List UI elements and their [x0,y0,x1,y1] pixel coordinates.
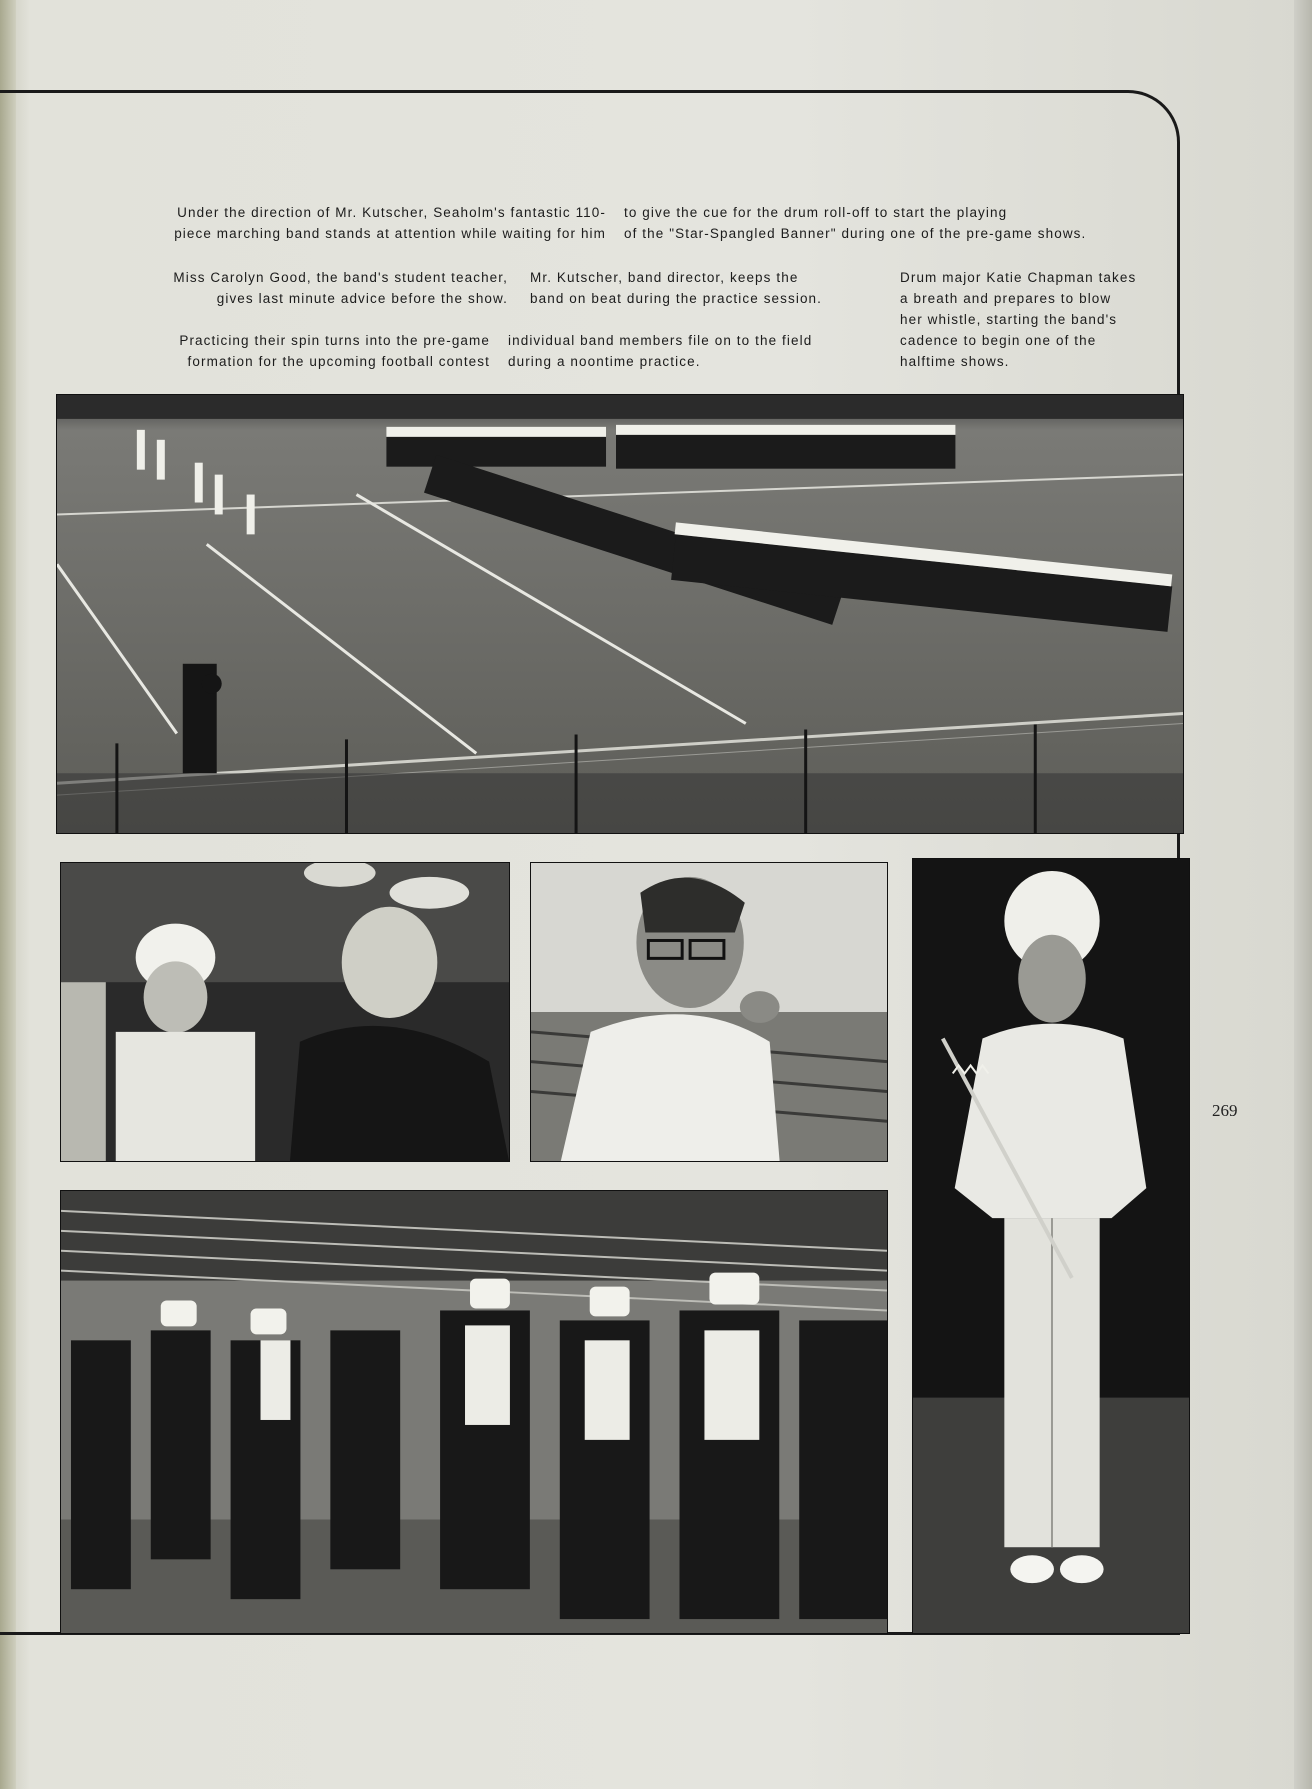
practice-photo-image [61,1191,887,1633]
caption-line: halftime shows. [900,354,1010,369]
caption-line: individual band members file on to the field [508,333,813,348]
drum-major-photo-image [913,859,1189,1633]
caption-top-left [54,202,606,244]
caption-line: Mr. Kutscher, band director, keeps the [530,270,799,285]
caption-line: formation for the upcoming football contest [187,354,490,369]
caption-kutscher [530,267,822,309]
page-number: 269 [1212,1101,1238,1120]
caption-chapman [900,267,1136,372]
student-teacher-photo-image [61,863,509,1161]
drum-major-photo [912,858,1190,1634]
caption-practice-right [508,330,812,372]
caption-top-right [624,202,1086,244]
caption-good [60,267,508,309]
caption-line: a breath and prepares to blow [900,291,1112,306]
caption-line: Practicing their spin turns into the pre-game [179,333,490,348]
practice-photo [60,1190,888,1634]
caption-line: her whistle, starting the band's [900,312,1118,327]
caption-practice-left [60,330,490,372]
caption-line: gives last minute advice before the show. [216,291,508,306]
field-photo [56,394,1184,834]
caption-line: to give the cue for the drum roll-off to start the playing [624,205,1008,220]
director-photo [530,862,888,1162]
caption-line: Drum major Katie Chapman takes [900,270,1137,285]
caption-line: Under the direction of Mr. Kutscher, Seaholm's fantastic 110- [177,205,606,220]
page-right-edge [1294,0,1312,1789]
caption-line: cadence to begin one of the [900,333,1097,348]
field-photo-image [57,395,1183,833]
caption-line: during a noontime practice. [508,354,701,369]
caption-line: piece marching band stands at attention while waiting for him [174,226,606,241]
caption-line: band on beat during the practice session. [530,291,823,306]
director-photo-image [531,863,887,1161]
caption-line: of the "Star-Spangled Banner" during one of the pre-game shows. [624,226,1087,241]
caption-line: Miss Carolyn Good, the band's student teacher, [173,270,508,285]
student-teacher-photo [60,862,510,1162]
